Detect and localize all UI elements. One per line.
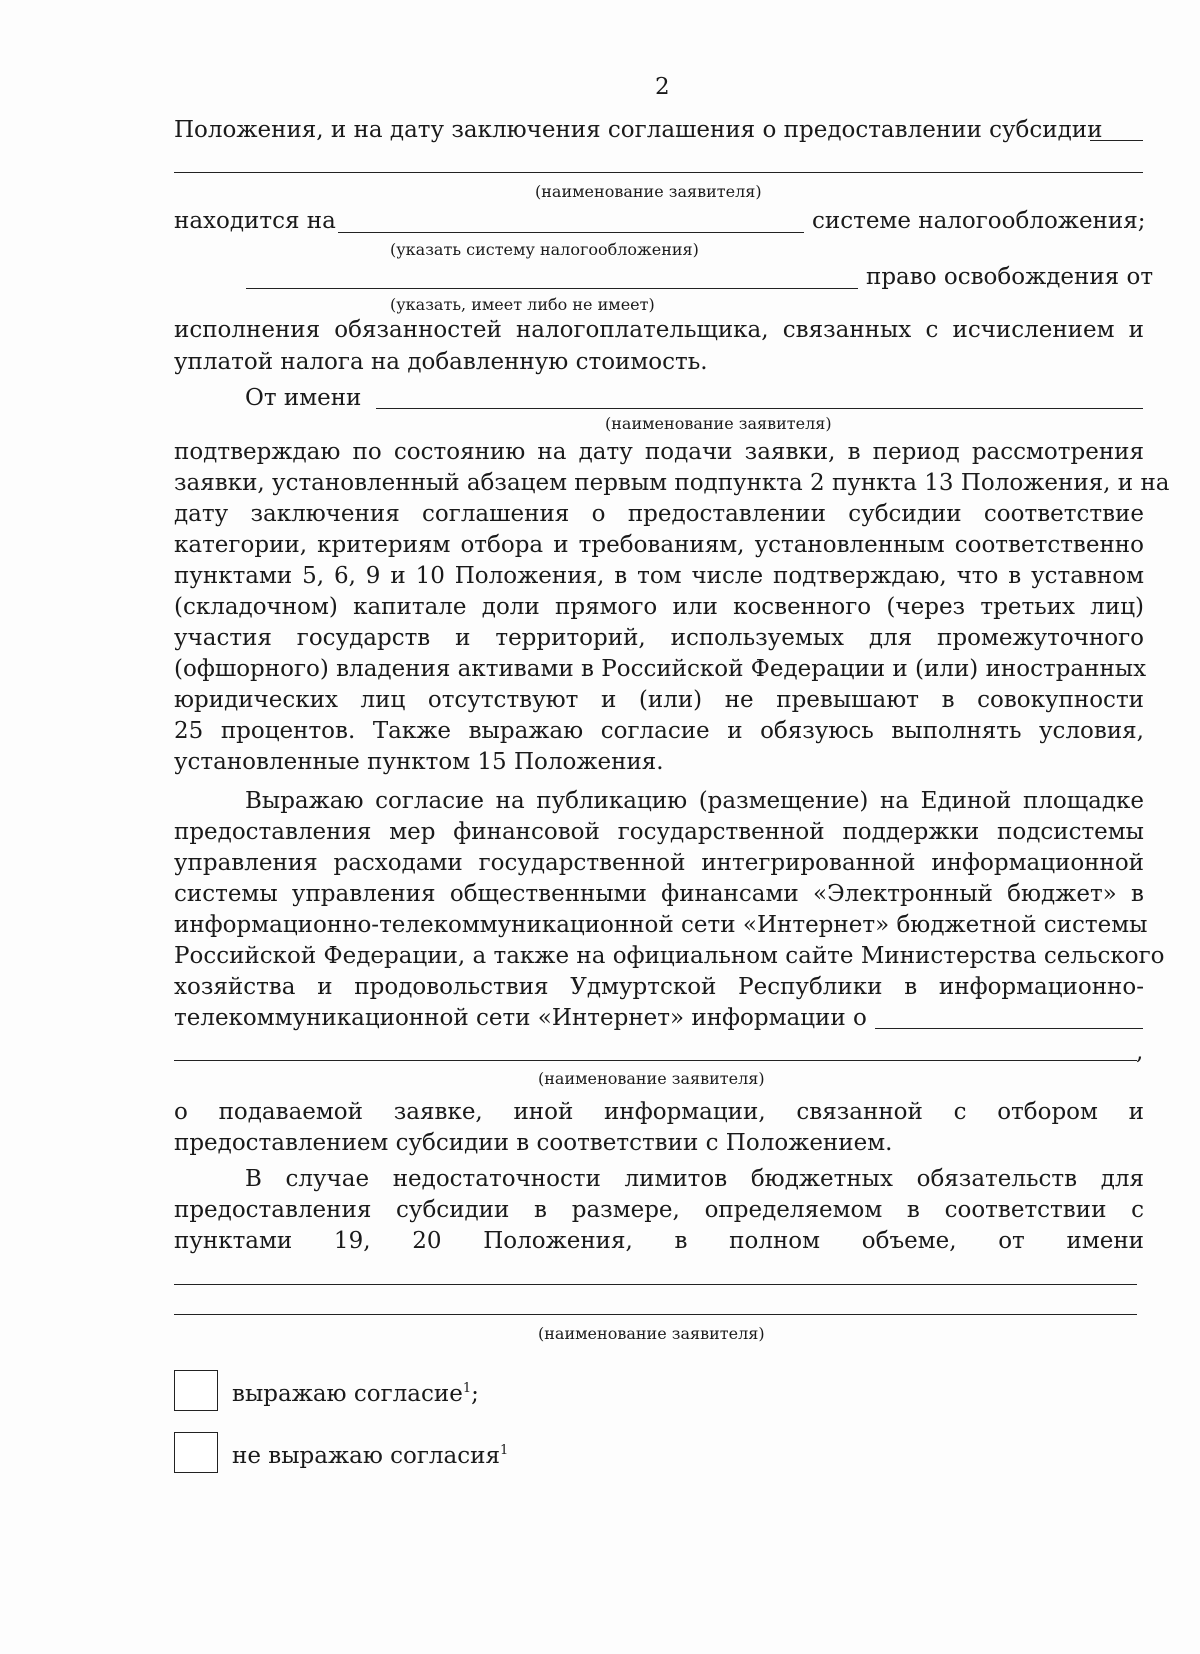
publication-line-2: предоставления мер финансовой государственной поддержки подсистемы [174,819,1144,845]
vat-exemption-caption: (указать, имеет либо не имеет) [390,295,655,314]
page-number: 2 [655,74,670,100]
on-behalf-applicant-field[interactable] [376,408,1143,409]
vat-line-2: уплатой налога на добавленную стоимость. [174,349,708,375]
application-line-1: о подаваемой заявке, иной информации, связанной с отбором и [174,1099,1144,1125]
publication-line-5: информационно-телекоммуникационной сети «Интернет» бюджетной системы [174,912,1148,938]
no-consent-label: не выражаю согласия$^1$ [232,1443,509,1469]
tax-system-prefix: находится на [174,208,336,234]
publication-comma: , [1136,1039,1144,1065]
vat-line-1: исполнения обязанностей налогоплательщика, связанных с исчислением и [174,317,1144,343]
publication-applicant-field-tail[interactable] [875,1028,1143,1029]
publication-line-7: хозяйства и продовольствия Удмуртской Республики в информационно- [174,974,1144,1000]
confirm-line-2: заявки, установленный абзацем первым подпункта 2 пункта 13 Положения, и на [174,470,1170,496]
tax-system-caption: (указать систему налогообложения) [390,240,699,259]
consent-footnote-mark: 1 [462,1381,472,1396]
confirm-line-9: юридических лиц отсутствуют и (или) не превышают в совокупности [174,687,1144,713]
applicant-caption-1: (наименование заявителя) [535,182,762,201]
confirm-line-1: подтверждаю по состоянию на дату подачи заявки, в период рассмотрения [174,439,1144,465]
no-consent-footnote-mark: 1 [499,1443,509,1458]
confirm-line-10: 25 процентов. Также выражаю согласие и обязуюсь выполнять условия, [174,718,1144,744]
header-line: Положения, и на дату заключения соглашения о предоставлении субсидии [174,117,1103,143]
limits-line-1: В случае недостаточности лимитов бюджетных обязательств для [245,1166,1144,1192]
vat-exemption-field[interactable] [246,288,858,289]
publication-line-1: Выражаю согласие на публикацию (размещение) на Единой площадке [245,788,1144,814]
consent-label: выражаю согласие$^1$; [232,1381,479,1407]
limits-applicant-field-2[interactable] [174,1314,1137,1315]
confirm-line-7: участия государств и территорий, используемых для промежуточного [174,625,1144,651]
publication-applicant-field[interactable] [174,1060,1137,1061]
confirm-line-8: (офшорного) владения активами в Российской Федерации и (или) иностранных [174,656,1147,682]
applicant-caption-3: (наименование заявителя) [538,1069,765,1088]
tax-system-field[interactable] [338,232,804,233]
limits-line-2: предоставления субсидии в размере, определяемом в соответствии с [174,1197,1144,1223]
confirm-line-5: пунктами 5, 6, 9 и 10 Положения, в том числе подтверждаю, что в уставном [174,563,1144,589]
applicant-caption-2: (наименование заявителя) [605,414,832,433]
limits-line-3: пунктами 19, 20 Положения, в полном объеме, от имени [174,1228,1144,1254]
consent-checkbox[interactable] [174,1370,218,1411]
publication-line-4: системы управления общественными финансами «Электронный бюджет» в [174,881,1144,907]
applicant-name-field[interactable] [174,172,1143,173]
publication-line-6: Российской Федерации, а также на официальном сайте Министерства сельского [174,943,1165,969]
applicant-name-field-tail[interactable] [1090,140,1143,141]
limits-applicant-field-1[interactable] [174,1284,1137,1285]
tax-system-suffix: системе налогообложения; [812,208,1146,234]
applicant-caption-4: (наименование заявителя) [538,1324,765,1343]
vat-exemption-suffix: право освобождения от [866,264,1154,290]
publication-line-3: управления расходами государственной интегрированной информационной [174,850,1144,876]
no-consent-checkbox[interactable] [174,1432,218,1473]
confirm-line-3: дату заключения соглашения о предоставлении субсидии соответствие [174,501,1144,527]
confirm-line-6: (складочном) капитале доли прямого или косвенного (через третьих лиц) [174,594,1144,620]
on-behalf-prefix: От имени [245,385,362,411]
publication-line-8: телекоммуникационной сети «Интернет» информации о [174,1005,867,1031]
application-line-2: предоставлением субсидии в соответствии с Положением. [174,1130,893,1156]
confirm-line-11: установленные пунктом 15 Положения. [174,749,664,775]
confirm-line-4: категории, критериям отбора и требованиям, установленным соответственно [174,532,1144,558]
